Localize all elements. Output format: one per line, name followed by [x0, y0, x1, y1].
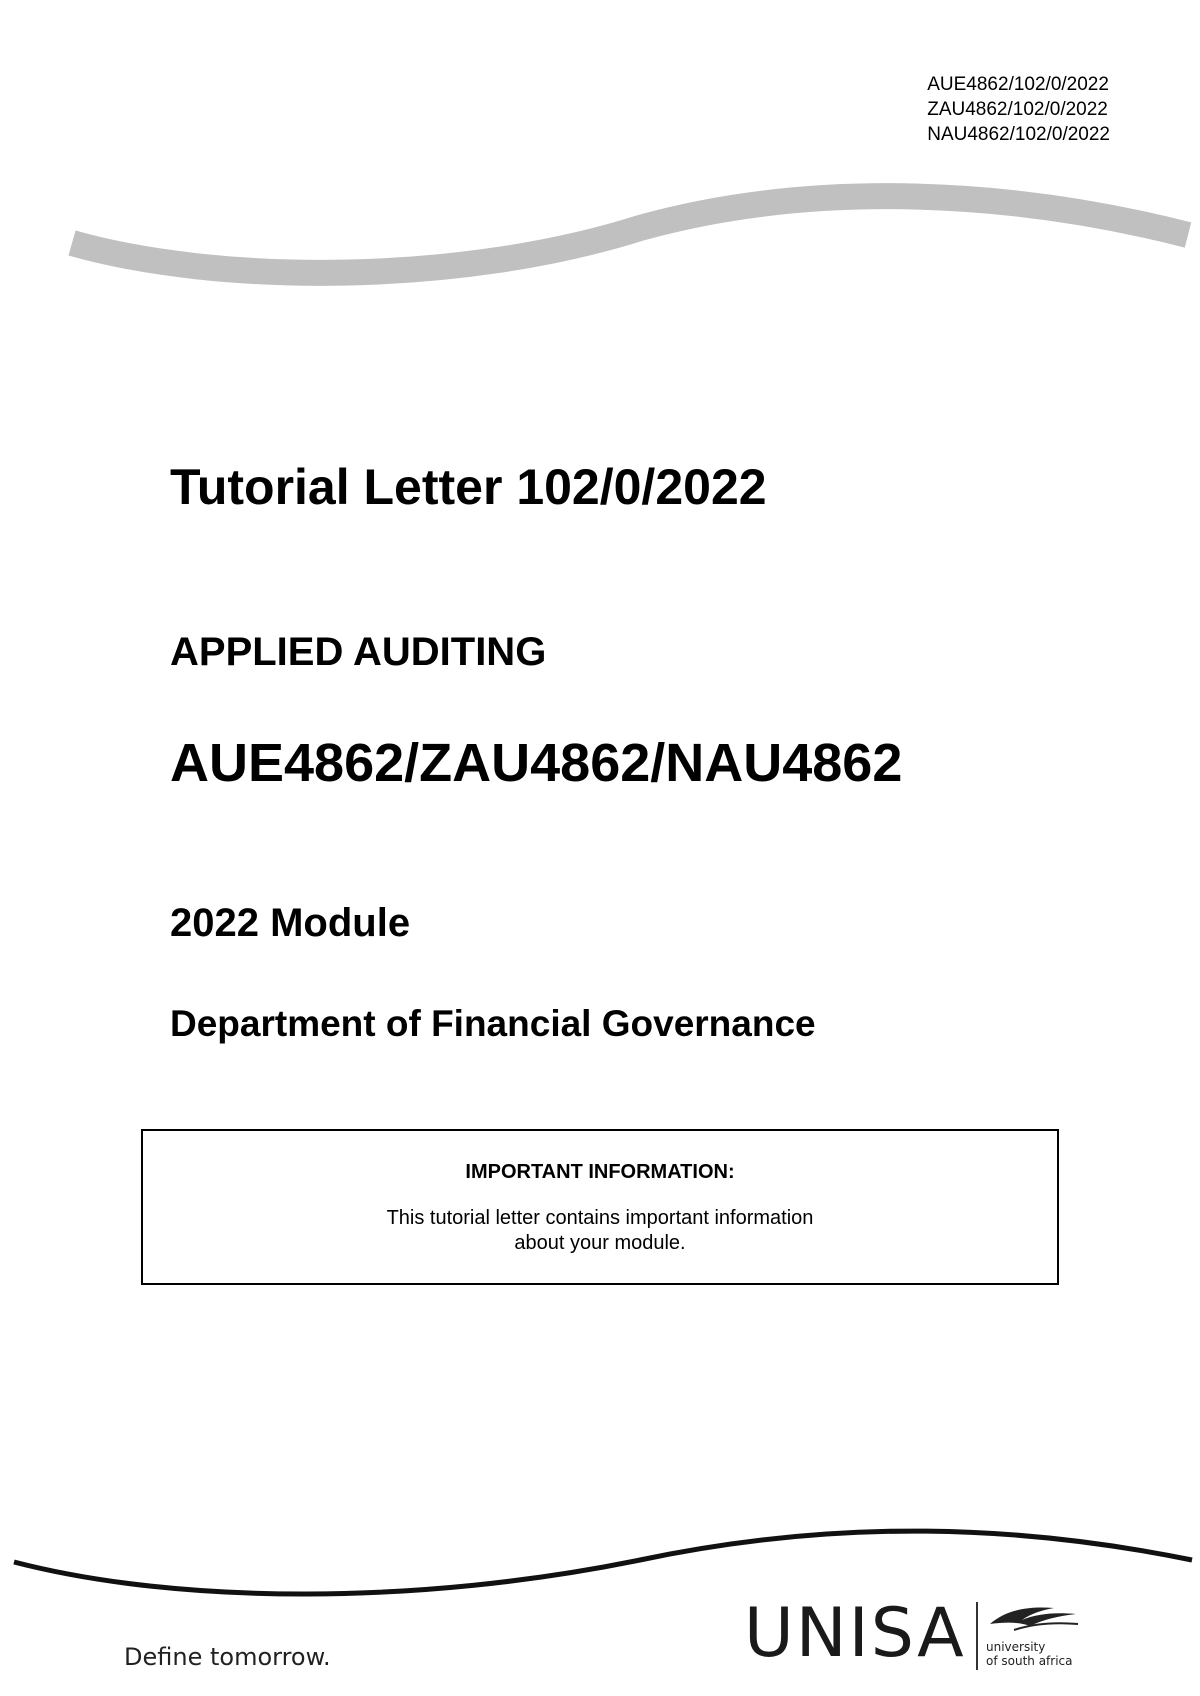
- unisa-logo: [744, 1594, 1084, 1673]
- important-information-box: [141, 1129, 1059, 1285]
- info-body: [350, 1206, 850, 1256]
- info-line: about your module.: [514, 1232, 686, 1254]
- tagline: Define tomorrow.: [124, 1643, 331, 1671]
- info-heading: IMPORTANT INFORMATION:: [465, 1161, 735, 1183]
- document-code: NAU4862/102/0/2022: [927, 124, 1110, 145]
- module-subject: APPLIED AUDITING: [170, 630, 547, 674]
- module-codes: AUE4862/ZAU4862/NAU4862: [170, 733, 903, 793]
- logo-subtitle-line: university: [986, 1640, 1046, 1654]
- logo-wordmark: UNISA: [744, 1594, 966, 1673]
- logo-subtitle: [986, 1640, 1073, 1668]
- logo-subtitle-line: of south africa: [986, 1654, 1073, 1668]
- top-swoosh: [72, 196, 1188, 273]
- page-title: Tutorial Letter 102/0/2022: [170, 459, 767, 515]
- logo-divider: [976, 1602, 978, 1670]
- document-code: ZAU4862/102/0/2022: [927, 99, 1108, 120]
- department-name: Department of Financial Governance: [170, 1003, 816, 1044]
- bottom-swoosh: [14, 1531, 1192, 1594]
- document-code: AUE4862/102/0/2022: [927, 74, 1109, 95]
- module-year: 2022 Module: [170, 901, 411, 945]
- info-line: This tutorial letter contains important information: [386, 1207, 814, 1229]
- unisa-bird-icon: [984, 1602, 1084, 1638]
